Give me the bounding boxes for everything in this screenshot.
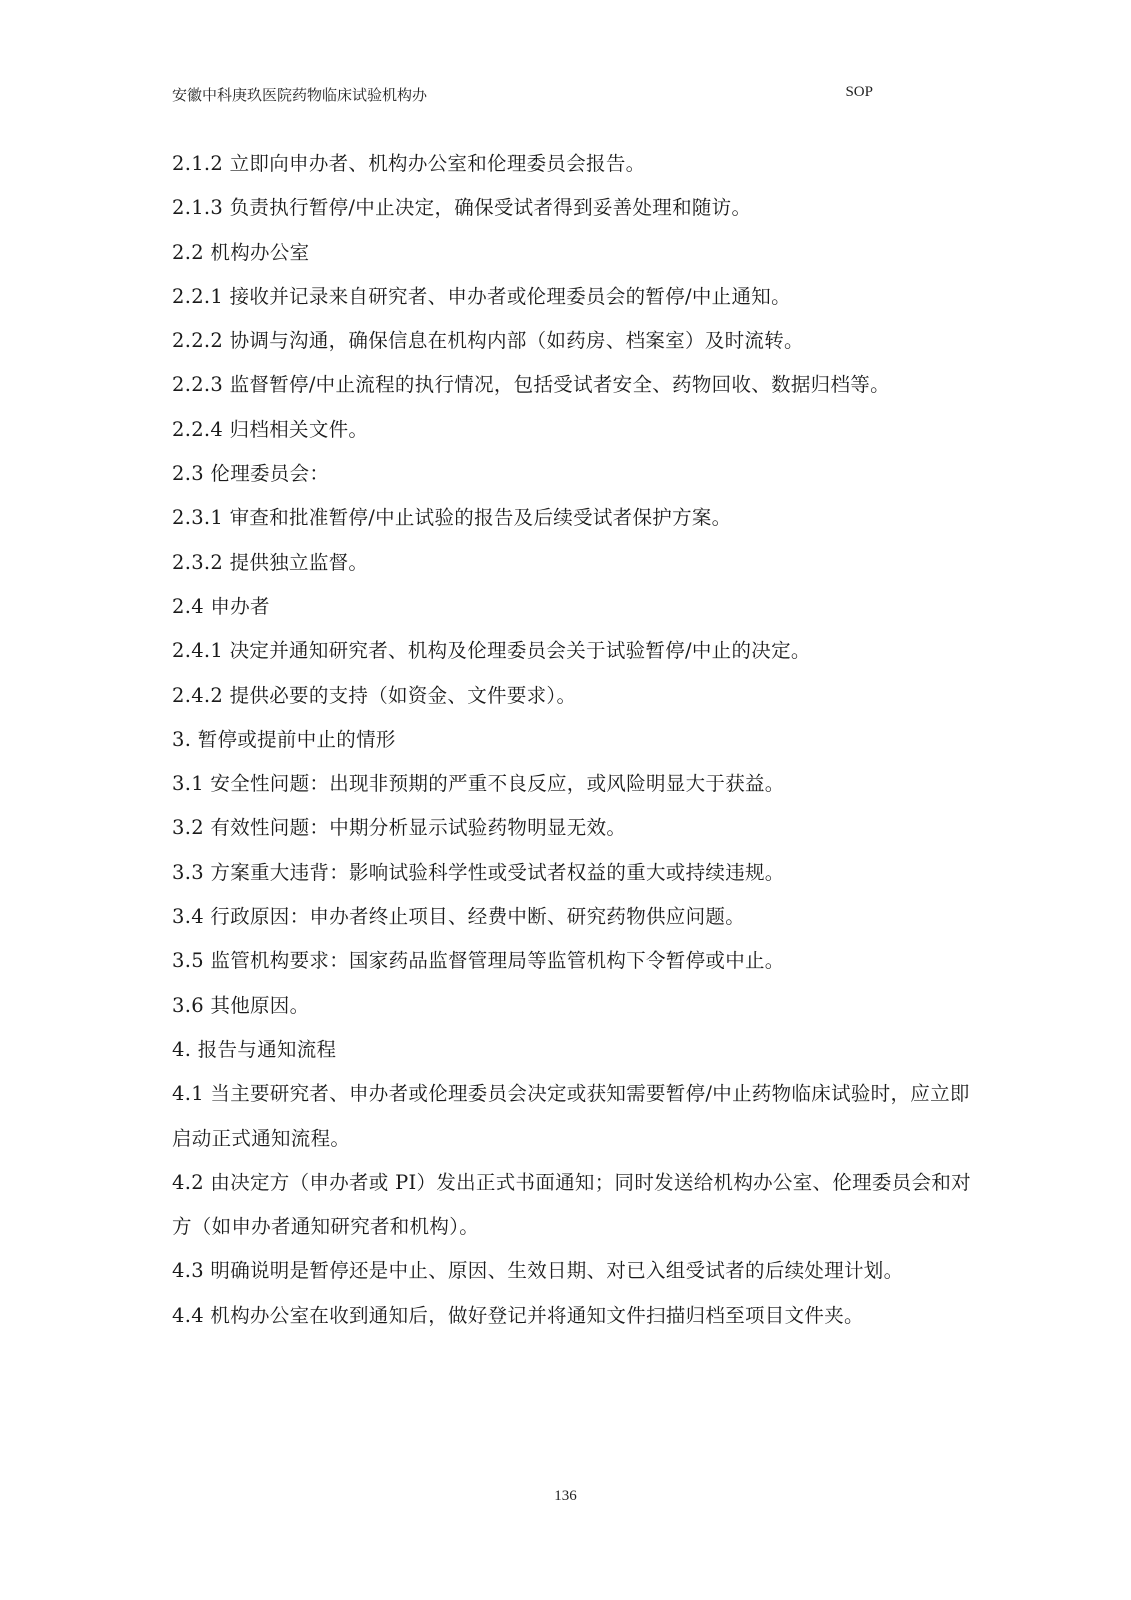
paragraph: 2.1.3 负责执行暂停/中止决定，确保受试者得到妥善处理和随访。 xyxy=(172,196,752,220)
paragraph: 2.2.4 归档相关文件。 xyxy=(172,417,369,441)
paragraph: 2.3.1 审查和批准暂停/中止试验的报告及后续受试者保护方案。 xyxy=(172,506,732,530)
paragraph: 2.3.2 提供独立监督。 xyxy=(172,550,369,574)
paragraph: 2.4.2 提供必要的支持（如资金、文件要求）。 xyxy=(172,683,577,707)
paragraph: 3.5 监管机构要求：国家药品监督管理局等监管机构下令暂停或中止。 xyxy=(172,949,785,973)
page-number: 136 xyxy=(554,1488,577,1504)
header-doc-type: SOP xyxy=(845,84,873,100)
section-heading: 2.3 伦理委员会： xyxy=(172,462,330,486)
header-org: 安徽中科庚玖医院药物临床试验机构办 xyxy=(172,86,428,104)
paragraph: 4.3 明确说明是暂停还是中止、原因、生效日期、对已入组受试者的后续处理计划。 xyxy=(172,1259,904,1283)
section-heading: 2.4 申办者 xyxy=(172,594,270,618)
paragraph: 3.1 安全性问题：出现非预期的严重不良反应，或风险明显大于获益。 xyxy=(172,772,785,796)
paragraph: 2.2.2 协调与沟通，确保信息在机构内部（如药房、档案室）及时流转。 xyxy=(172,329,804,353)
paragraph: 2.1.2 立即向申办者、机构办公室和伦理委员会报告。 xyxy=(172,152,646,175)
page-header xyxy=(172,80,873,106)
section-heading: 2.2 机构办公室 xyxy=(172,240,310,264)
paragraph: 3.4 行政原因：申办者终止项目、经费中断、研究药物供应问题。 xyxy=(172,905,746,929)
section-heading: 3. 暂停或提前中止的情形 xyxy=(172,727,396,751)
paragraph: 3.3 方案重大违背：影响试验科学性或受试者权益的重大或持续违规。 xyxy=(172,860,785,884)
paragraph: 4.4 机构办公室在收到通知后，做好登记并将通知文件扫描归档至项目文件夹。 xyxy=(172,1303,864,1327)
paragraph: 4.1 当主要研究者、申办者或伦理委员会决定或获知需要暂停/中止药物临床试验时，应立即启动正式通知流程。 xyxy=(172,1082,970,1150)
section-heading: 4. 报告与通知流程 xyxy=(172,1037,337,1061)
paragraph: 2.4.1 决定并通知研究者、机构及伦理委员会关于试验暂停/中止的决定。 xyxy=(172,639,811,663)
document-body xyxy=(172,142,972,1338)
paragraph: 3.6 其他原因。 xyxy=(172,993,310,1017)
paragraph: 4.2 由决定方（申办者或 PI）发出正式书面通知；同时发送给机构办公室、伦理委员会和对方（如申办者通知研究者和机构）。 xyxy=(172,1170,971,1239)
paragraph: 2.2.3 监督暂停/中止流程的执行情况，包括受试者安全、药物回收、数据归档等。 xyxy=(172,373,890,397)
paragraph: 2.2.1 接收并记录来自研究者、申办者或伦理委员会的暂停/中止通知。 xyxy=(172,284,791,308)
page-footer xyxy=(0,1488,1131,1505)
paragraph: 3.2 有效性问题：中期分析显示试验药物明显无效。 xyxy=(172,816,627,840)
